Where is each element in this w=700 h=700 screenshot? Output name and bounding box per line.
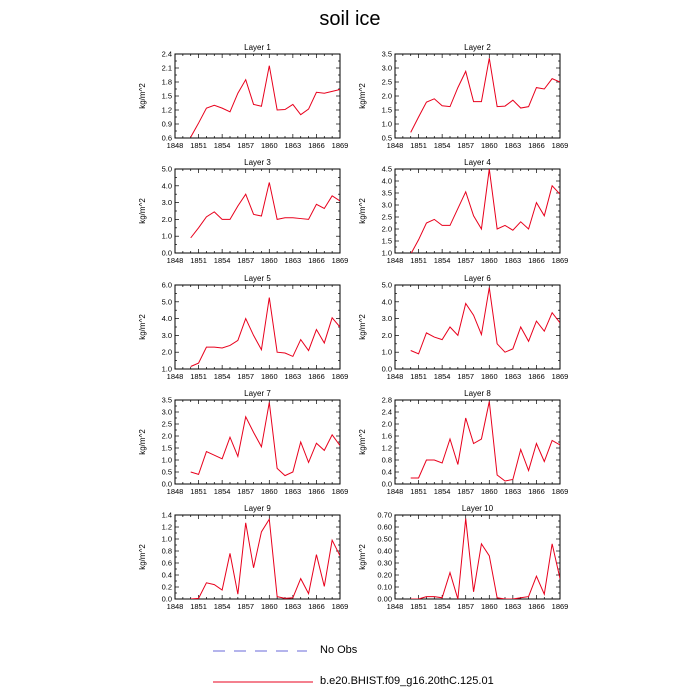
x-tick-label: 1860 [480, 372, 498, 381]
legend-item-model [0, 672, 700, 692]
y-tick-label: 1.2 [161, 105, 172, 115]
panel-layer-8 [358, 389, 568, 496]
panel-title: Layer 9 [244, 504, 271, 513]
y-tick-label: 0.0 [161, 479, 172, 489]
x-tick-label: 1854 [433, 141, 451, 150]
x-tick-label: 1854 [213, 487, 231, 496]
x-tick-label: 1857 [237, 487, 255, 496]
series-line [411, 288, 560, 354]
y-axis-label: kg/m^2 [138, 429, 147, 455]
y-tick-label: 2.0 [161, 347, 172, 357]
x-tick-label: 1866 [308, 372, 325, 381]
x-tick-label: 1851 [410, 256, 427, 265]
x-tick-label: 1857 [237, 372, 255, 381]
y-tick-label: 0.6 [161, 133, 172, 143]
y-tick-label: 0.0 [161, 594, 172, 604]
panel-layer-9 [138, 504, 348, 611]
y-tick-label: 3.0 [161, 198, 172, 208]
x-tick-label: 1869 [551, 141, 569, 150]
panel-title: Layer 8 [464, 389, 491, 398]
y-tick-label: 0.9 [161, 119, 172, 129]
x-tick-label: 1848 [166, 141, 184, 150]
panel-layer-3 [138, 158, 348, 265]
y-tick-label: 1.5 [381, 105, 392, 115]
y-tick-label: 2.5 [161, 419, 172, 429]
x-tick-label: 1860 [260, 487, 278, 496]
legend-item-no-obs [0, 641, 700, 661]
x-tick-label: 1854 [213, 602, 231, 611]
plot-frame [175, 54, 340, 138]
y-tick-label: 4.0 [161, 314, 172, 324]
y-tick-label: 2.5 [381, 212, 392, 222]
x-tick-label: 1869 [551, 256, 569, 265]
y-tick-label: 0.50 [377, 534, 392, 544]
x-tick-label: 1854 [433, 372, 451, 381]
x-tick-label: 1866 [528, 602, 545, 611]
y-tick-label: 3.0 [161, 407, 172, 417]
x-tick-label: 1848 [386, 602, 404, 611]
plot-frame [395, 285, 560, 369]
x-tick-label: 1860 [480, 256, 498, 265]
x-tick-label: 1848 [386, 487, 404, 496]
x-tick-label: 1851 [410, 487, 427, 496]
x-tick-label: 1857 [237, 602, 255, 611]
x-tick-label: 1848 [166, 602, 184, 611]
y-axis-label: kg/m^2 [358, 429, 367, 455]
x-tick-label: 1854 [433, 602, 451, 611]
y-axis-label: kg/m^2 [358, 314, 367, 340]
plot-frame [395, 400, 560, 484]
series-line [191, 66, 340, 137]
y-tick-label: 1.0 [161, 231, 172, 241]
x-tick-label: 1848 [166, 256, 184, 265]
x-tick-label: 1860 [260, 602, 278, 611]
y-tick-label: 0.70 [377, 510, 392, 520]
y-tick-label: 4.0 [381, 176, 392, 186]
x-tick-label: 1863 [284, 256, 302, 265]
y-axis-label: kg/m^2 [138, 83, 147, 109]
x-tick-label: 1854 [433, 487, 451, 496]
y-tick-label: 1.4 [161, 510, 172, 520]
y-axis-label: kg/m^2 [138, 314, 147, 340]
y-tick-label: 3.0 [381, 314, 392, 324]
y-tick-label: 0.0 [381, 479, 392, 489]
series-line [411, 169, 560, 254]
panel-title: Layer 7 [244, 389, 271, 398]
y-tick-label: 0.20 [377, 570, 392, 580]
x-tick-label: 1863 [284, 372, 302, 381]
panel-title: Layer 2 [464, 43, 491, 52]
y-tick-label: 3.0 [381, 200, 392, 210]
x-tick-label: 1848 [166, 372, 184, 381]
panel-title: Layer 3 [244, 158, 271, 167]
x-tick-label: 1863 [284, 141, 302, 150]
series-line [411, 519, 560, 599]
x-tick-label: 1854 [213, 256, 231, 265]
y-tick-label: 0.4 [381, 467, 392, 477]
x-tick-label: 1866 [528, 372, 545, 381]
plot-frame [395, 169, 560, 253]
y-tick-label: 4.0 [161, 181, 172, 191]
panel-title: Layer 6 [464, 274, 491, 283]
y-tick-label: 1.5 [161, 443, 172, 453]
y-tick-label: 2.0 [161, 214, 172, 224]
y-tick-label: 1.0 [161, 364, 172, 374]
panel-title: Layer 10 [461, 504, 494, 513]
y-axis-label: kg/m^2 [138, 544, 147, 570]
y-tick-label: 2.0 [381, 419, 392, 429]
y-tick-label: 0.0 [381, 364, 392, 374]
x-tick-label: 1860 [480, 487, 498, 496]
y-tick-label: 4.5 [381, 164, 392, 174]
series-line [191, 182, 340, 237]
panel-title: Layer 5 [244, 274, 271, 283]
y-tick-label: 2.0 [381, 330, 392, 340]
y-tick-label: 0.60 [377, 522, 392, 532]
x-tick-label: 1848 [166, 487, 184, 496]
x-tick-label: 1869 [331, 372, 349, 381]
x-tick-label: 1869 [331, 256, 349, 265]
y-tick-label: 1.5 [161, 91, 172, 101]
y-tick-label: 1.0 [381, 347, 392, 357]
y-tick-label: 1.0 [161, 455, 172, 465]
x-tick-label: 1857 [457, 487, 475, 496]
y-tick-label: 1.0 [161, 534, 172, 544]
panel-layer-7 [138, 389, 348, 496]
x-tick-label: 1866 [308, 602, 325, 611]
x-tick-label: 1869 [331, 487, 349, 496]
y-tick-label: 3.5 [161, 395, 172, 405]
panel-layer-1 [138, 43, 348, 150]
panel-layer-5 [138, 274, 348, 381]
y-tick-label: 1.0 [381, 248, 392, 258]
y-tick-label: 5.0 [381, 280, 392, 290]
x-tick-label: 1866 [308, 256, 325, 265]
y-tick-label: 0.5 [161, 467, 172, 477]
x-tick-label: 1869 [551, 487, 569, 496]
y-tick-label: 3.5 [381, 49, 392, 59]
x-tick-label: 1866 [528, 256, 545, 265]
x-tick-label: 1851 [190, 602, 207, 611]
x-tick-label: 1857 [237, 256, 255, 265]
y-tick-label: 4.0 [381, 297, 392, 307]
x-tick-label: 1860 [260, 141, 278, 150]
x-tick-label: 1851 [190, 372, 207, 381]
x-tick-label: 1866 [528, 487, 545, 496]
plot-frame [175, 515, 340, 599]
panel-title: Layer 1 [244, 43, 271, 52]
x-tick-label: 1863 [504, 141, 522, 150]
x-tick-label: 1848 [386, 141, 404, 150]
y-tick-label: 2.8 [381, 395, 392, 405]
y-tick-label: 0.6 [161, 558, 172, 568]
x-tick-label: 1851 [410, 141, 427, 150]
figure-title: soil ice [319, 8, 381, 30]
y-tick-label: 0.40 [377, 546, 392, 556]
x-tick-label: 1848 [386, 256, 404, 265]
y-tick-label: 0.00 [377, 594, 392, 604]
y-tick-label: 1.2 [161, 522, 172, 532]
y-tick-label: 1.2 [381, 443, 392, 453]
y-tick-label: 2.0 [161, 431, 172, 441]
x-tick-label: 1857 [457, 372, 475, 381]
x-tick-label: 1860 [260, 256, 278, 265]
x-tick-label: 1857 [457, 602, 475, 611]
x-tick-label: 1863 [504, 372, 522, 381]
y-axis-label: kg/m^2 [358, 83, 367, 109]
series-line [191, 298, 340, 367]
panel-title: Layer 4 [464, 158, 491, 167]
y-tick-label: 2.0 [381, 91, 392, 101]
x-tick-label: 1860 [480, 602, 498, 611]
y-tick-label: 3.5 [381, 188, 392, 198]
x-tick-label: 1863 [504, 602, 522, 611]
series-line [411, 58, 560, 132]
x-tick-label: 1866 [528, 141, 545, 150]
y-axis-label: kg/m^2 [138, 198, 147, 224]
panel-layer-10 [358, 504, 568, 611]
legend-label-no-obs: No Obs [320, 644, 358, 656]
y-tick-label: 2.4 [161, 49, 172, 59]
x-tick-label: 1869 [551, 602, 569, 611]
y-tick-label: 1.8 [161, 77, 172, 87]
x-tick-label: 1857 [457, 256, 475, 265]
plot-frame [175, 169, 340, 253]
y-tick-label: 0.10 [377, 582, 392, 592]
x-tick-label: 1869 [331, 602, 349, 611]
y-tick-label: 2.1 [161, 63, 172, 73]
plot-frame [175, 285, 340, 369]
y-tick-label: 2.4 [381, 407, 392, 417]
y-tick-label: 1.5 [381, 236, 392, 246]
x-tick-label: 1863 [504, 487, 522, 496]
x-tick-label: 1860 [260, 372, 278, 381]
y-tick-label: 5.0 [161, 297, 172, 307]
y-axis-label: kg/m^2 [358, 544, 367, 570]
y-tick-label: 2.5 [381, 77, 392, 87]
y-tick-label: 1.0 [381, 119, 392, 129]
x-tick-label: 1857 [237, 141, 255, 150]
y-tick-label: 3.0 [161, 330, 172, 340]
y-tick-label: 2.0 [381, 224, 392, 234]
y-tick-label: 0.30 [377, 558, 392, 568]
plot-frame [395, 515, 560, 599]
y-tick-label: 0.8 [381, 455, 392, 465]
x-tick-label: 1863 [284, 602, 302, 611]
series-line [191, 402, 340, 475]
x-tick-label: 1857 [457, 141, 475, 150]
y-tick-label: 5.0 [161, 164, 172, 174]
y-tick-label: 0.5 [381, 133, 392, 143]
x-tick-label: 1863 [504, 256, 522, 265]
y-tick-label: 0.2 [161, 582, 172, 592]
y-tick-label: 0.0 [161, 248, 172, 258]
x-tick-label: 1851 [190, 256, 207, 265]
x-tick-label: 1869 [331, 141, 349, 150]
x-tick-label: 1851 [190, 141, 207, 150]
x-tick-label: 1854 [213, 141, 231, 150]
series-line [191, 519, 340, 599]
panel-layer-6 [358, 274, 568, 381]
y-tick-label: 1.6 [381, 431, 392, 441]
x-tick-label: 1854 [213, 372, 231, 381]
plot-frame [395, 54, 560, 138]
y-axis-label: kg/m^2 [358, 198, 367, 224]
legend-label-model: b.e20.BHIST.f09_g16.20thC.125.01 [320, 675, 494, 687]
y-tick-label: 6.0 [161, 280, 172, 290]
x-tick-label: 1866 [308, 141, 325, 150]
x-tick-label: 1854 [433, 256, 451, 265]
panel-layer-2 [358, 43, 568, 150]
y-tick-label: 0.4 [161, 570, 172, 580]
x-tick-label: 1851 [410, 602, 427, 611]
x-tick-label: 1869 [551, 372, 569, 381]
x-tick-label: 1848 [386, 372, 404, 381]
y-tick-label: 0.8 [161, 546, 172, 556]
panel-layer-4 [358, 158, 568, 265]
x-tick-label: 1863 [284, 487, 302, 496]
x-tick-label: 1866 [308, 487, 325, 496]
x-tick-label: 1851 [410, 372, 427, 381]
series-line [411, 402, 560, 482]
y-tick-label: 3.0 [381, 63, 392, 73]
x-tick-label: 1860 [480, 141, 498, 150]
x-tick-label: 1851 [190, 487, 207, 496]
